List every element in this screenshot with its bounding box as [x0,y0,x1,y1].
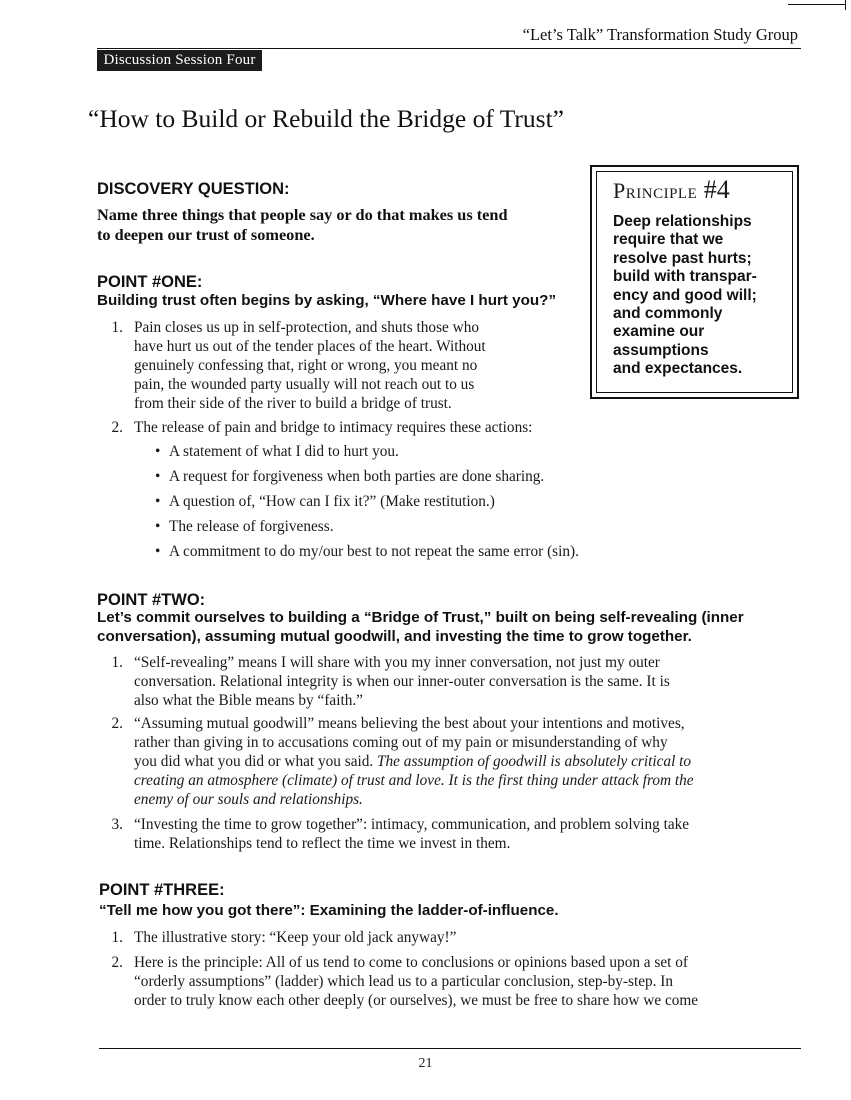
item-line [134,752,694,771]
item-line: “Self-revealing” means I will share with you my inner conversation, not just my outer [134,654,660,671]
principle-text [613,213,785,379]
bullet-item: • A request for forgiveness when both parties are done sharing. [155,468,545,485]
bullet-text: A statement of what I did to hurt you. [169,443,399,460]
item-line-italic: The assumption of goodwill is absolutely critical to [377,753,692,771]
item-line: have hurt us out of the tender places of the heart. Without [134,338,486,356]
item-line: Pain closes us up in self-protection, and shuts those who [134,319,479,336]
point-three-item-1 [101,928,801,948]
page-number: 21 [418,1056,433,1071]
point-three-heading: POINT #THREE: [99,881,225,899]
bullet-text: A commitment to do my/our best to not repeat the same error (sin). [169,543,579,560]
point-one-item-2 [101,418,701,438]
item-text [134,318,486,413]
item-number: 2. [111,954,123,971]
item-line: pain, the wounded party usually will not reach out to us [134,376,475,394]
point-two-subheading [97,609,744,646]
item-number: 3. [111,816,123,833]
item-line: The release of pain and bridge to intimacy requires these actions: [134,419,533,436]
item-line: from their side of the river to build a bridge of trust. [134,395,452,413]
discovery-question [97,205,508,244]
discovery-question-line: Name three things that people say or do that makes us tend [97,205,508,224]
principle-heading-number: #4 [703,175,730,204]
principle-line: and expectances. [613,360,743,378]
page-title: “How to Build or Rebuild the Bridge of Trust” [88,104,564,133]
item-line: Here is the principle: All of us tend to come to conclusions or opinions based upon a set of [134,954,688,971]
item-line [134,771,694,790]
item-line: The illustrative story: “Keep your old jack anyway!” [134,929,457,946]
item-line: order to truly know each other deeply (or ourselves), we must be free to share how we come [134,992,699,1010]
study-group-title: “Let’s Talk” Transformation Study Group [522,25,798,44]
corner-mark-vertical [845,0,846,10]
bullet-item: • A statement of what I did to hurt you. [155,443,399,460]
principle-line: Deep relationships [613,213,752,230]
item-line [134,790,694,809]
point-two-item-2 [101,714,801,810]
principle-line: assumptions [613,341,709,359]
item-line: “Investing the time to grow together”: intimacy, communication, and problem solving take [134,816,690,833]
session-tag: Discussion Session Four [97,50,262,71]
principle-box [590,165,799,399]
item-line: time. Relationships tend to reflect the time we invest in them. [134,835,511,853]
principle-line: build with transpar- [613,268,757,286]
bullet-text: The release of forgiveness. [169,518,334,535]
principle-line: resolve past hurts; [613,249,752,267]
point-one-bullets [155,442,579,561]
point-two-item-1 [101,653,801,713]
item-line: genuinely confessing that, right or wrong, you meant no [134,357,478,375]
item-line-italic: enemy of our souls and relationships. [134,791,363,809]
corner-mark-horizontal [788,4,846,5]
point-three-subheading: “Tell me how you got there”: Examining the ladder-of-influence. [99,902,559,919]
item-number: 1. [111,654,123,671]
footer-divider [99,1048,801,1049]
item-line: “Assuming mutual goodwill” means believing the best about your intentions and motives, [134,715,685,732]
item-text [134,815,689,853]
bullet-item: • A commitment to do my/our best to not repeat the same error (sin). [155,543,579,560]
principle-heading-word: Principle [613,178,698,203]
item-line-plain: you did what you did or what you said. [134,753,378,771]
principle-line: require that we [613,231,724,249]
discovery-heading: DISCOVERY QUESTION: [97,180,290,198]
item-line-italic: creating an atmosphere (climate) of trust and love. It is the first thing under attack from the [134,772,694,790]
subheading-line: conversation), assuming mutual goodwill, and investing the time to grow together. [97,627,692,645]
bullet-text: A question of, “How can I fix it?” (Make restitution.) [169,493,495,510]
item-number: 1. [111,929,123,946]
principle-line: and commonly [613,305,723,323]
item-number: 1. [111,319,123,336]
point-three-item-2 [101,953,801,1013]
item-text [134,714,694,809]
bullet-item: • The release of forgiveness. [155,518,334,535]
item-line: “orderly assumptions” (ladder) which lead us to a particular conclusion, step-by-step. In [134,973,674,991]
point-one-item-1 [101,318,571,414]
point-one-subheading: Building trust often begins by asking, “Where have I hurt you?” [97,292,557,309]
item-number: 2. [111,419,123,436]
principle-line: ency and good will; [613,286,757,304]
item-text [134,653,670,710]
item-line: rather than giving in to accusations coming out of my pain or misunderstanding of why [134,734,668,752]
item-text [134,953,698,1010]
bullet-text: A request for forgiveness when both parties are done sharing. [169,468,545,485]
item-text [134,418,532,437]
item-number: 2. [111,715,123,732]
principle-line: examine our [613,323,705,341]
header-divider [97,48,801,49]
point-two-heading: POINT #TWO: [97,591,206,609]
item-line: also what the Bible means by “faith.” [134,692,363,710]
subheading-line: Let’s commit ourselves to building a “Bridge of Trust,” built on being self-revealing (inner [97,609,744,626]
item-line: conversation. Relational integrity is when our inner-outer conversation is the same. It is [134,673,670,691]
principle-heading [613,175,730,205]
item-text [134,928,456,947]
point-two-item-3 [101,815,801,855]
point-one-heading: POINT #ONE: [97,273,203,291]
bullet-item: • A question of, “How can I fix it?” (Make restitution.) [155,493,495,510]
discovery-question-line: to deepen our trust of someone. [97,224,315,244]
